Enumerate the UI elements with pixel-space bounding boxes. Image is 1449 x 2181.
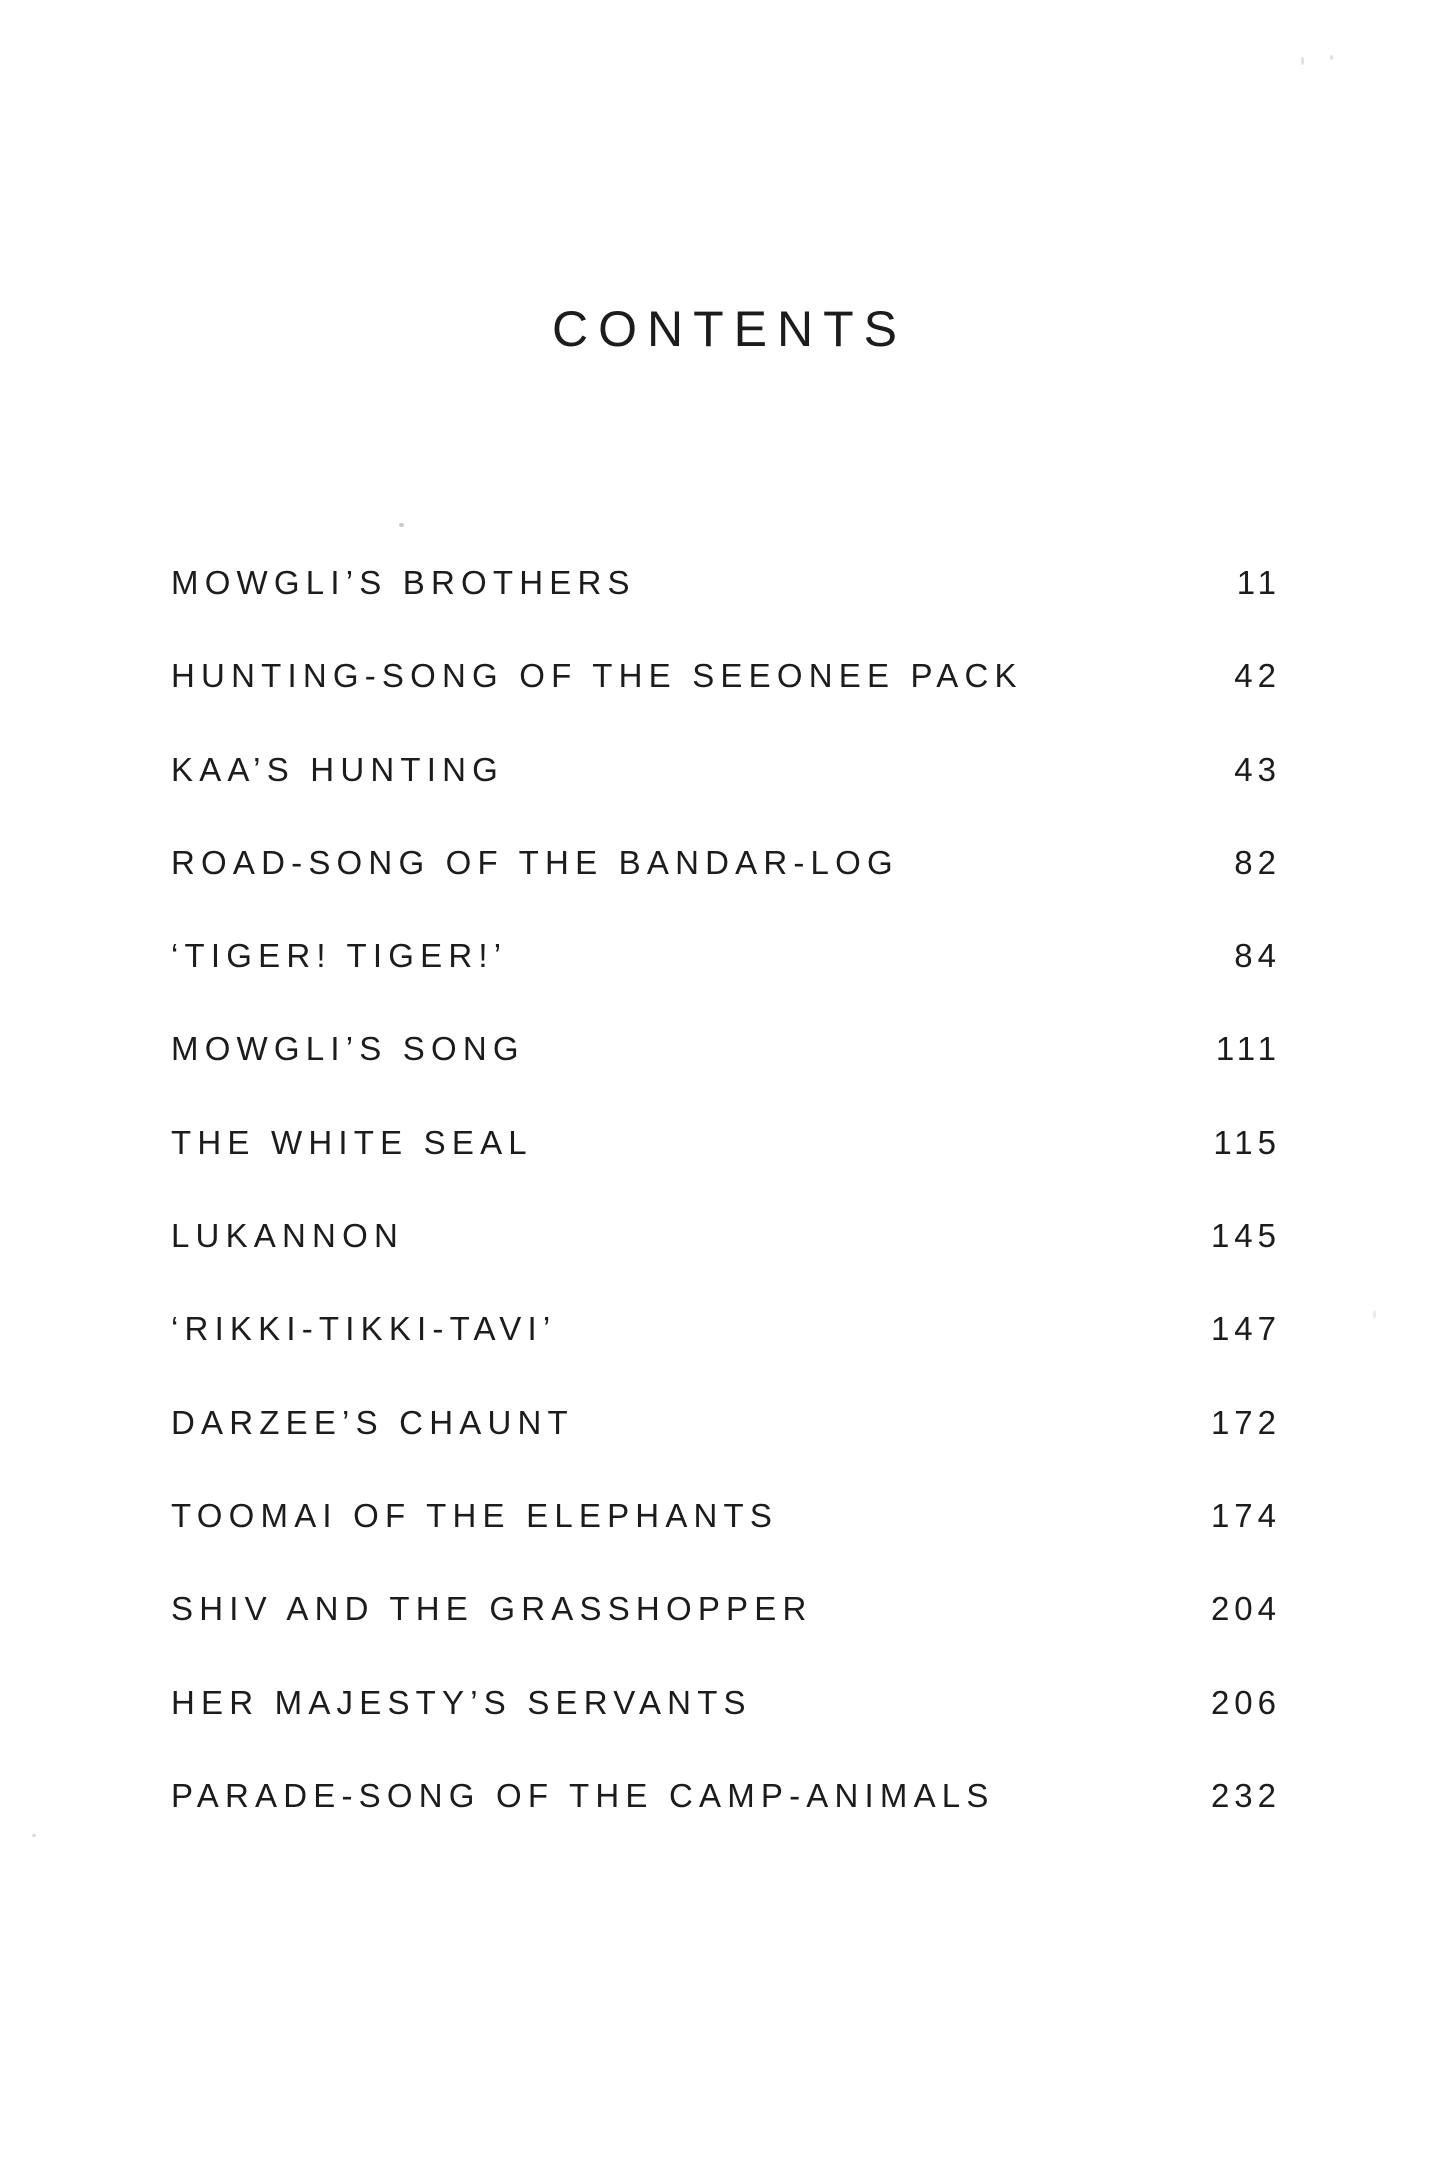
entry-page-number: 43 [1234,750,1281,788]
entry-page-number: 232 [1210,1776,1281,1814]
toc-entry [171,646,1281,739]
entry-title: THE WHITE SEAL [171,1123,533,1161]
entry-title: SHIV AND THE GRASSHOPPER [171,1590,813,1628]
toc-entry [171,833,1281,926]
toc-entry [171,1673,1281,1766]
entry-page-number: 172 [1210,1403,1281,1441]
entry-title: MOWGLI’S BROTHERS [171,564,636,601]
entry-title: HUNTING-SONG OF THE SEEONEE PACK [171,657,1023,695]
entry-page-number: 174 [1210,1496,1281,1534]
entry-page-number: 111 [1215,1030,1281,1068]
toc-entry [171,1486,1281,1579]
entry-page-number: 145 [1210,1217,1281,1255]
entry-page-number: 84 [1234,937,1281,975]
scan-speck [32,1834,36,1837]
toc-entry [171,1206,1281,1299]
entry-title: MOWGLI’S SONG [171,1030,525,1068]
entry-title: ROAD-SONG OF THE BANDAR-LOG [171,843,899,881]
toc-entry [171,1393,1281,1486]
table-of-contents [171,553,1281,1859]
entry-page-number: 42 [1234,657,1281,695]
entry-title: ‘TIGER! TIGER!’ [171,937,508,975]
scan-speck [1301,57,1304,65]
scan-speck [1373,1310,1376,1319]
entry-page-number: 82 [1234,843,1281,881]
entry-title: DARZEE’S CHAUNT [171,1403,574,1441]
entry-title: KAA’S HUNTING [171,750,505,788]
entry-page-number: 11 [1236,564,1281,601]
toc-entry [171,1113,1281,1206]
toc-entry [171,1766,1281,1859]
scan-speck [1330,55,1333,60]
toc-entry [171,553,1281,646]
page-title: CONTENTS [552,301,907,357]
entry-page-number: 115 [1213,1123,1281,1161]
entry-title: HER MAJESTY’S SERVANTS [171,1683,752,1721]
toc-entry [171,740,1281,833]
entry-page-number: 206 [1210,1683,1281,1721]
toc-entry [171,926,1281,1019]
entry-title: TOOMAI OF THE ELEPHANTS [171,1496,779,1534]
toc-entry [171,1299,1281,1392]
entry-title: ‘RIKKI-TIKKI-TAVI’ [171,1310,557,1348]
entry-title: PARADE-SONG OF THE CAMP-ANIMALS [171,1776,995,1814]
entry-title: LUKANNON [171,1217,404,1255]
entry-page-number: 147 [1210,1310,1281,1348]
scan-speck [399,523,404,527]
toc-entry [171,1019,1281,1112]
entry-page-number: 204 [1210,1590,1281,1628]
toc-entry [171,1579,1281,1672]
